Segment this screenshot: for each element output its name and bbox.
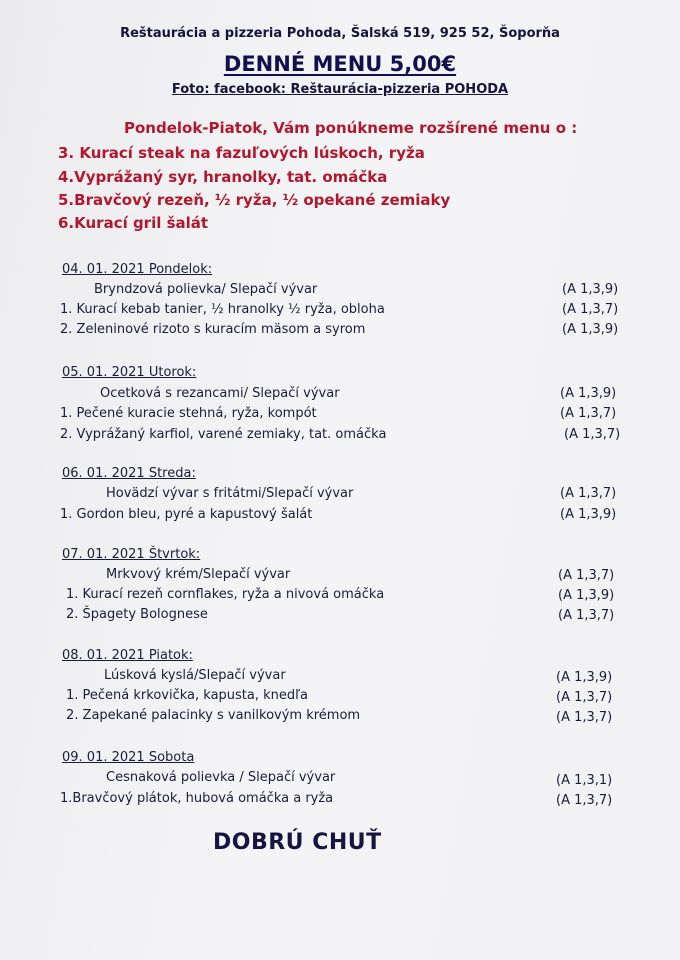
allergen-code: (A 1,3,7) — [556, 710, 613, 725]
soup-line: Cesnaková polievka / Slepačí vývar — [106, 770, 336, 785]
day-heading: 07. 01. 2021 Štvrtok: — [62, 547, 201, 562]
dish-line: 2. Špagety Bolognese — [66, 607, 208, 622]
day-heading: 05. 01. 2021 Utorok: — [62, 365, 197, 380]
allergen-code: (A 1,3,9) — [562, 282, 619, 297]
allergen-code: (A 1,3,7) — [560, 406, 617, 421]
day-heading: 06. 01. 2021 Streda: — [62, 466, 196, 481]
dish-line: 1. Kurací kebab tanier, ½ hranolky ½ ryža, obloha — [60, 302, 385, 317]
dish-line: 1. Pečené kuracie stehná, ryža, kompót — [60, 406, 317, 421]
allergen-code: (A 1,3,7) — [556, 690, 613, 705]
allergen-code: (A 1,3,7) — [564, 427, 621, 442]
allergen-code: (A 1,3,7) — [556, 793, 613, 808]
day-heading: 09. 01. 2021 Sobota — [62, 750, 195, 765]
allergen-code: (A 1,3,7) — [560, 486, 617, 501]
menu-title: DENNÉ MENU 5,00€ — [223, 52, 457, 76]
allergen-code: (A 1,3,9) — [562, 322, 619, 337]
soup-line: Hovädzí vývar s fritátmi/Slepačí vývar — [106, 486, 354, 501]
allergen-code: (A 1,3,7) — [562, 302, 619, 317]
weekly-menu-intro: Pondelok-Piatok, Vám ponúkneme rozšírené menu o : — [124, 119, 578, 137]
dish-line: 1. Kurací rezeň cornflakes, ryža a nivová omáčka — [66, 587, 385, 602]
soup-line: Bryndzová polievka/ Slepačí vývar — [94, 282, 318, 297]
weekly-menu-item: 4.Vyprážaný syr, hranolky, tat. omáčka — [58, 168, 388, 186]
soup-line: Mrkvový krém/Slepačí vývar — [106, 567, 291, 582]
allergen-code: (A 1,3,9) — [560, 507, 617, 522]
dish-line: 1. Pečená krkovička, kapusta, knedľa — [66, 688, 308, 703]
allergen-code: (A 1,3,9) — [560, 386, 617, 401]
restaurant-address: Reštaurácia a pizzeria Pohoda, Šalská 519, 925 52, Šoporňa — [120, 26, 560, 41]
dish-line: 2. Vyprážaný karfiol, varené zemiaky, tat. omáčka — [60, 427, 387, 442]
allergen-code: (A 1,3,7) — [558, 608, 615, 623]
allergen-code: (A 1,3,9) — [558, 588, 615, 603]
day-heading: 08. 01. 2021 Piatok: — [62, 648, 193, 663]
day-heading: 04. 01. 2021 Pondelok: — [62, 262, 213, 277]
dish-line: 2. Zapekané palacinky s vanilkovým krémom — [66, 708, 361, 723]
soup-line: Ocetková s rezancami/ Slepačí vývar — [100, 386, 340, 401]
dish-line: 2. Zeleninové rizoto s kuracím mäsom a syrom — [60, 322, 366, 337]
dish-line: 1.Bravčový plátok, hubová omáčka a ryža — [60, 791, 334, 806]
weekly-menu-item: 3. Kurací steak na fazuľových lúskoch, ryža — [58, 144, 425, 162]
weekly-menu-item: 5.Bravčový rezeň, ½ ryža, ½ opekané zemiaky — [58, 191, 451, 209]
soup-line: Lúsková kyslá/Slepačí vývar — [104, 668, 286, 683]
allergen-code: (A 1,3,9) — [556, 670, 613, 685]
weekly-menu-item: 6.Kurací gril šalát — [58, 214, 209, 232]
allergen-code: (A 1,3,1) — [556, 773, 613, 788]
dish-line: 1. Gordon bleu, pyré a kapustový šalát — [60, 507, 313, 522]
photo-credit: Foto: facebook: Reštaurácia-pizzeria POHODA — [171, 82, 509, 97]
allergen-code: (A 1,3,7) — [558, 568, 615, 583]
closing-wish: DOBRÚ CHUŤ — [213, 830, 382, 855]
